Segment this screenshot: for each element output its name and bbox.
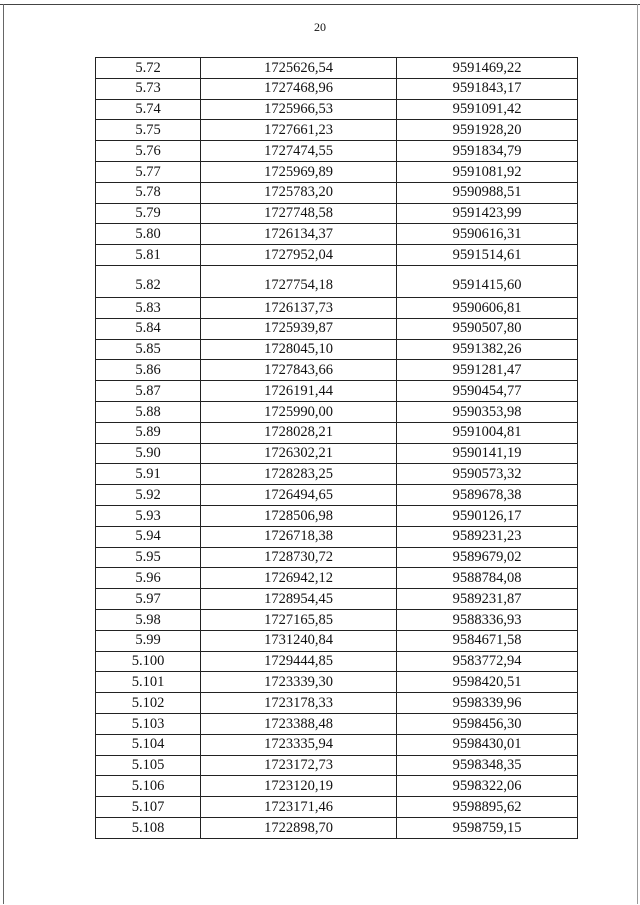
table-row [96,485,578,506]
coordinates-table [95,57,578,839]
table-row [96,443,578,464]
table-row [96,381,578,402]
y-coordinate-cell: 9591423,99 [397,203,578,224]
y-coordinate-cell: 9591928,20 [397,120,578,141]
y-coordinate-cell: 9588336,93 [397,609,578,630]
y-coordinate-cell: 9591091,42 [397,99,578,120]
x-coordinate-cell: 1726942,12 [201,568,397,589]
table-row [96,713,578,734]
table-row [96,734,578,755]
y-coordinate-cell: 9584671,58 [397,630,578,651]
point-number-cell: 5.89 [96,422,201,443]
point-number-cell: 5.106 [96,776,201,797]
x-coordinate-cell: 1728954,45 [201,589,397,610]
point-number-cell: 5.81 [96,245,201,266]
table-row [96,265,578,297]
table-row [96,203,578,224]
y-coordinate-cell: 9590988,51 [397,182,578,203]
table-row [96,568,578,589]
point-number-cell: 5.77 [96,161,201,182]
point-number-cell: 5.101 [96,672,201,693]
x-coordinate-cell: 1727754,18 [201,265,397,297]
point-number-cell: 5.98 [96,609,201,630]
x-coordinate-cell: 1727661,23 [201,120,397,141]
point-number-cell: 5.73 [96,78,201,99]
point-number-cell: 5.75 [96,120,201,141]
table-row [96,360,578,381]
table-row [96,78,578,99]
point-number-cell: 5.84 [96,318,201,339]
y-coordinate-cell: 9590353,98 [397,401,578,422]
x-coordinate-cell: 1728045,10 [201,339,397,360]
x-coordinate-cell: 1726191,44 [201,381,397,402]
y-coordinate-cell: 9598895,62 [397,797,578,818]
x-coordinate-cell: 1723178,33 [201,693,397,714]
x-coordinate-cell: 1728730,72 [201,547,397,568]
y-coordinate-cell: 9588784,08 [397,568,578,589]
x-coordinate-cell: 1726137,73 [201,297,397,318]
x-coordinate-cell: 1727474,55 [201,141,397,162]
y-coordinate-cell: 9591382,26 [397,339,578,360]
table-row [96,120,578,141]
table-row [96,224,578,245]
point-number-cell: 5.72 [96,58,201,79]
point-number-cell: 5.95 [96,547,201,568]
table-row [96,182,578,203]
table-row [96,339,578,360]
point-number-cell: 5.103 [96,713,201,734]
table-row [96,776,578,797]
y-coordinate-cell: 9591415,60 [397,265,578,297]
y-coordinate-cell: 9590573,32 [397,464,578,485]
y-coordinate-cell: 9589231,87 [397,589,578,610]
table-row [96,755,578,776]
table-row [96,526,578,547]
y-coordinate-cell: 9591281,47 [397,360,578,381]
y-coordinate-cell: 9591514,61 [397,245,578,266]
point-number-cell: 5.91 [96,464,201,485]
y-coordinate-cell: 9589231,23 [397,526,578,547]
x-coordinate-cell: 1727843,66 [201,360,397,381]
point-number-cell: 5.80 [96,224,201,245]
y-coordinate-cell: 9591843,17 [397,78,578,99]
x-coordinate-cell: 1726494,65 [201,485,397,506]
point-number-cell: 5.90 [96,443,201,464]
table-row [96,630,578,651]
y-coordinate-cell: 9598339,96 [397,693,578,714]
y-coordinate-cell: 9590141,19 [397,443,578,464]
point-number-cell: 5.82 [96,265,201,297]
x-coordinate-cell: 1725990,00 [201,401,397,422]
y-coordinate-cell: 9598430,01 [397,734,578,755]
y-coordinate-cell: 9598759,15 [397,817,578,838]
table-row [96,609,578,630]
point-number-cell: 5.99 [96,630,201,651]
point-number-cell: 5.100 [96,651,201,672]
point-number-cell: 5.94 [96,526,201,547]
table-row [96,422,578,443]
point-number-cell: 5.93 [96,505,201,526]
x-coordinate-cell: 1725966,53 [201,99,397,120]
table-row [96,651,578,672]
point-number-cell: 5.108 [96,817,201,838]
x-coordinate-cell: 1731240,84 [201,630,397,651]
y-coordinate-cell: 9590126,17 [397,505,578,526]
y-coordinate-cell: 9591004,81 [397,422,578,443]
x-coordinate-cell: 1723172,73 [201,755,397,776]
table-row [96,693,578,714]
table-row [96,672,578,693]
x-coordinate-cell: 1723120,19 [201,776,397,797]
table-row [96,245,578,266]
y-coordinate-cell: 9590454,77 [397,381,578,402]
x-coordinate-cell: 1726302,21 [201,443,397,464]
point-number-cell: 5.92 [96,485,201,506]
point-number-cell: 5.78 [96,182,201,203]
point-number-cell: 5.83 [96,297,201,318]
x-coordinate-cell: 1727748,58 [201,203,397,224]
table-row [96,401,578,422]
point-number-cell: 5.85 [96,339,201,360]
x-coordinate-cell: 1725939,87 [201,318,397,339]
point-number-cell: 5.74 [96,99,201,120]
point-number-cell: 5.104 [96,734,201,755]
page-left-edge [3,4,4,904]
point-number-cell: 5.97 [96,589,201,610]
y-coordinate-cell: 9591469,22 [397,58,578,79]
x-coordinate-cell: 1725783,20 [201,182,397,203]
y-coordinate-cell: 9591834,79 [397,141,578,162]
x-coordinate-cell: 1728506,98 [201,505,397,526]
point-number-cell: 5.96 [96,568,201,589]
point-number-cell: 5.102 [96,693,201,714]
x-coordinate-cell: 1723339,30 [201,672,397,693]
x-coordinate-cell: 1725969,89 [201,161,397,182]
x-coordinate-cell: 1726134,37 [201,224,397,245]
table-row [96,797,578,818]
x-coordinate-cell: 1723335,94 [201,734,397,755]
x-coordinate-cell: 1722898,70 [201,817,397,838]
table-row [96,141,578,162]
y-coordinate-cell: 9590606,81 [397,297,578,318]
y-coordinate-cell: 9589679,02 [397,547,578,568]
page-right-edge [637,4,638,904]
table-row [96,464,578,485]
y-coordinate-cell: 9598456,30 [397,713,578,734]
table-row [96,505,578,526]
point-number-cell: 5.105 [96,755,201,776]
y-coordinate-cell: 9598348,35 [397,755,578,776]
x-coordinate-cell: 1727952,04 [201,245,397,266]
y-coordinate-cell: 9590616,31 [397,224,578,245]
table-row [96,817,578,838]
point-number-cell: 5.107 [96,797,201,818]
x-coordinate-cell: 1723171,46 [201,797,397,818]
point-number-cell: 5.76 [96,141,201,162]
point-number-cell: 5.86 [96,360,201,381]
x-coordinate-cell: 1727468,96 [201,78,397,99]
page-number: 20 [314,20,326,34]
table-row [96,58,578,79]
x-coordinate-cell: 1727165,85 [201,609,397,630]
table-row [96,547,578,568]
y-coordinate-cell: 9598420,51 [397,672,578,693]
y-coordinate-cell: 9590507,80 [397,318,578,339]
table-row [96,297,578,318]
point-number-cell: 5.87 [96,381,201,402]
x-coordinate-cell: 1725626,54 [201,58,397,79]
point-number-cell: 5.79 [96,203,201,224]
x-coordinate-cell: 1728283,25 [201,464,397,485]
point-number-cell: 5.88 [96,401,201,422]
table-row [96,161,578,182]
x-coordinate-cell: 1728028,21 [201,422,397,443]
x-coordinate-cell: 1726718,38 [201,526,397,547]
x-coordinate-cell: 1723388,48 [201,713,397,734]
coordinates-table-body [96,58,578,839]
table-row [96,318,578,339]
y-coordinate-cell: 9591081,92 [397,161,578,182]
y-coordinate-cell: 9598322,06 [397,776,578,797]
x-coordinate-cell: 1729444,85 [201,651,397,672]
table-row [96,99,578,120]
y-coordinate-cell: 9583772,94 [397,651,578,672]
table-row [96,589,578,610]
page-top-edge [0,4,640,5]
y-coordinate-cell: 9589678,38 [397,485,578,506]
